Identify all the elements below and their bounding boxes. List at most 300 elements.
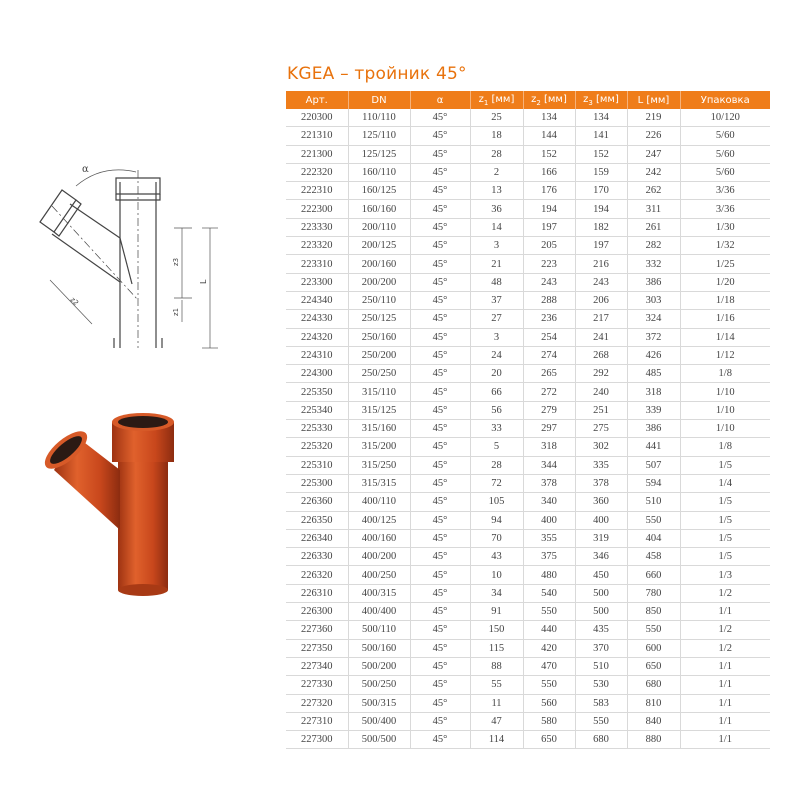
- cell-z3: 346: [575, 548, 627, 566]
- table-row: [286, 566, 770, 584]
- cell-alpha: 45°: [410, 712, 470, 730]
- cell-art: 226330: [286, 548, 348, 566]
- cell-alpha: 45°: [410, 420, 470, 438]
- cell-dn: 500/110: [348, 621, 410, 639]
- cell-l: 339: [627, 401, 680, 419]
- specification-table: [286, 91, 770, 749]
- cell-l: 810: [627, 694, 680, 712]
- table-row: [286, 163, 770, 181]
- z1-label: z1: [172, 307, 180, 316]
- cell-z2: 134: [523, 109, 575, 127]
- cell-z2: 318: [523, 438, 575, 456]
- z2-label: z2: [68, 295, 80, 308]
- cell-z3: 159: [575, 163, 627, 181]
- cell-pack: 1/5: [680, 511, 770, 529]
- cell-alpha: 45°: [410, 694, 470, 712]
- cell-z3: 378: [575, 474, 627, 492]
- cell-art: 226310: [286, 584, 348, 602]
- table-row: [286, 474, 770, 492]
- cell-alpha: 45°: [410, 145, 470, 163]
- cell-pack: 1/4: [680, 474, 770, 492]
- cell-alpha: 45°: [410, 365, 470, 383]
- cell-l: 332: [627, 255, 680, 273]
- cell-z1: 28: [470, 145, 523, 163]
- cell-pack: 1/5: [680, 548, 770, 566]
- cell-art: 225300: [286, 474, 348, 492]
- table-row: [286, 456, 770, 474]
- cell-z1: 28: [470, 456, 523, 474]
- cell-l: 372: [627, 328, 680, 346]
- cell-art: 221300: [286, 145, 348, 163]
- cell-z3: 241: [575, 328, 627, 346]
- cell-dn: 500/315: [348, 694, 410, 712]
- cell-dn: 250/160: [348, 328, 410, 346]
- cell-z1: 36: [470, 200, 523, 218]
- cell-dn: 200/125: [348, 237, 410, 255]
- cell-l: 680: [627, 676, 680, 694]
- cell-alpha: 45°: [410, 474, 470, 492]
- col-header-z1: $z_1$ [мм]: [470, 91, 523, 109]
- cell-z3: 680: [575, 731, 627, 749]
- cell-z3: 141: [575, 127, 627, 145]
- table-row: [286, 273, 770, 291]
- cell-dn: 500/400: [348, 712, 410, 730]
- cell-l: 510: [627, 493, 680, 511]
- cell-z2: 176: [523, 182, 575, 200]
- cell-z1: 114: [470, 731, 523, 749]
- cell-dn: 400/400: [348, 603, 410, 621]
- cell-pack: 1/5: [680, 493, 770, 511]
- cell-l: 261: [627, 218, 680, 236]
- cell-pack: 1/10: [680, 383, 770, 401]
- cell-z3: 370: [575, 639, 627, 657]
- table-row: [286, 639, 770, 657]
- cell-pack: 1/1: [680, 731, 770, 749]
- cell-z3: 302: [575, 438, 627, 456]
- cell-l: 650: [627, 657, 680, 675]
- cell-alpha: 45°: [410, 566, 470, 584]
- cell-dn: 250/200: [348, 346, 410, 364]
- cell-art: 223310: [286, 255, 348, 273]
- cell-z1: 88: [470, 657, 523, 675]
- cell-dn: 110/110: [348, 109, 410, 127]
- cell-alpha: 45°: [410, 603, 470, 621]
- table-row: [286, 365, 770, 383]
- l-label: L: [199, 279, 208, 284]
- cell-dn: 400/110: [348, 493, 410, 511]
- cell-z1: 150: [470, 621, 523, 639]
- cell-dn: 400/125: [348, 511, 410, 529]
- cell-l: 262: [627, 182, 680, 200]
- cell-z3: 500: [575, 603, 627, 621]
- cell-dn: 125/125: [348, 145, 410, 163]
- cell-alpha: 45°: [410, 383, 470, 401]
- cell-dn: 315/160: [348, 420, 410, 438]
- cell-z1: 37: [470, 291, 523, 309]
- cell-alpha: 45°: [410, 401, 470, 419]
- cell-z3: 530: [575, 676, 627, 694]
- cell-l: 404: [627, 529, 680, 547]
- cell-l: 426: [627, 346, 680, 364]
- col-header-dn: DN: [348, 91, 410, 109]
- cell-z2: 400: [523, 511, 575, 529]
- table-header-row: [286, 91, 770, 109]
- cell-alpha: 45°: [410, 657, 470, 675]
- cell-dn: 400/250: [348, 566, 410, 584]
- cell-l: 458: [627, 548, 680, 566]
- cell-z3: 275: [575, 420, 627, 438]
- cell-z1: 48: [470, 273, 523, 291]
- col-header-z2: $z_2$ [мм]: [523, 91, 575, 109]
- cell-dn: 200/160: [348, 255, 410, 273]
- cell-l: 386: [627, 420, 680, 438]
- cell-l: 880: [627, 731, 680, 749]
- cell-z2: 223: [523, 255, 575, 273]
- cell-dn: 125/110: [348, 127, 410, 145]
- cell-alpha: 45°: [410, 639, 470, 657]
- cell-art: 223330: [286, 218, 348, 236]
- table-row: [286, 401, 770, 419]
- cell-z2: 375: [523, 548, 575, 566]
- table-row: [286, 310, 770, 328]
- table-row: [286, 438, 770, 456]
- cell-art: 224310: [286, 346, 348, 364]
- table-row: [286, 676, 770, 694]
- col-header-z3: $z_3$ [мм]: [575, 91, 627, 109]
- cell-z3: 182: [575, 218, 627, 236]
- cell-z1: 3: [470, 328, 523, 346]
- cell-dn: 500/160: [348, 639, 410, 657]
- cell-z3: 510: [575, 657, 627, 675]
- cell-z3: 400: [575, 511, 627, 529]
- cell-z2: 344: [523, 456, 575, 474]
- cell-z2: 550: [523, 676, 575, 694]
- cell-z3: 319: [575, 529, 627, 547]
- table-row: [286, 127, 770, 145]
- cell-alpha: 45°: [410, 731, 470, 749]
- cell-pack: 3/36: [680, 200, 770, 218]
- table-row: [286, 109, 770, 127]
- cell-pack: 1/1: [680, 712, 770, 730]
- cell-l: 850: [627, 603, 680, 621]
- cell-l: 660: [627, 566, 680, 584]
- cell-z3: 335: [575, 456, 627, 474]
- table-row: [286, 584, 770, 602]
- cell-z2: 560: [523, 694, 575, 712]
- cell-l: 242: [627, 163, 680, 181]
- cell-z2: 470: [523, 657, 575, 675]
- cell-art: 226320: [286, 566, 348, 584]
- cell-z2: 297: [523, 420, 575, 438]
- cell-z2: 197: [523, 218, 575, 236]
- cell-pack: 1/8: [680, 365, 770, 383]
- cell-z2: 166: [523, 163, 575, 181]
- cell-l: 840: [627, 712, 680, 730]
- table-row: [286, 493, 770, 511]
- cell-z1: 13: [470, 182, 523, 200]
- cell-art: 224320: [286, 328, 348, 346]
- cell-pack: 1/3: [680, 566, 770, 584]
- cell-art: 226300: [286, 603, 348, 621]
- cell-z1: 14: [470, 218, 523, 236]
- cell-z1: 3: [470, 237, 523, 255]
- cell-pack: 1/5: [680, 456, 770, 474]
- tee-technical-drawing: [32, 160, 232, 350]
- cell-z2: 274: [523, 346, 575, 364]
- cell-dn: 160/125: [348, 182, 410, 200]
- cell-alpha: 45°: [410, 127, 470, 145]
- cell-pack: 1/14: [680, 328, 770, 346]
- cell-z3: 216: [575, 255, 627, 273]
- cell-l: 311: [627, 200, 680, 218]
- cell-z2: 279: [523, 401, 575, 419]
- cell-pack: 10/120: [680, 109, 770, 127]
- cell-pack: 1/16: [680, 310, 770, 328]
- cell-z2: 378: [523, 474, 575, 492]
- cell-dn: 160/110: [348, 163, 410, 181]
- table-row: [286, 383, 770, 401]
- cell-dn: 500/500: [348, 731, 410, 749]
- cell-z1: 94: [470, 511, 523, 529]
- cell-pack: 1/1: [680, 694, 770, 712]
- cell-pack: 5/60: [680, 145, 770, 163]
- cell-art: 225340: [286, 401, 348, 419]
- cell-z3: 194: [575, 200, 627, 218]
- cell-dn: 315/315: [348, 474, 410, 492]
- table-row: [286, 218, 770, 236]
- cell-z2: 480: [523, 566, 575, 584]
- cell-l: 219: [627, 109, 680, 127]
- cell-pack: 1/32: [680, 237, 770, 255]
- cell-pack: 1/10: [680, 401, 770, 419]
- cell-z3: 251: [575, 401, 627, 419]
- cell-l: 282: [627, 237, 680, 255]
- cell-z1: 47: [470, 712, 523, 730]
- table-row: [286, 420, 770, 438]
- table-row: [286, 731, 770, 749]
- cell-z1: 21: [470, 255, 523, 273]
- cell-z1: 115: [470, 639, 523, 657]
- cell-z1: 24: [470, 346, 523, 364]
- cell-z3: 170: [575, 182, 627, 200]
- cell-pack: 1/10: [680, 420, 770, 438]
- cell-z1: 56: [470, 401, 523, 419]
- table-row: [286, 145, 770, 163]
- cell-l: 226: [627, 127, 680, 145]
- cell-l: 324: [627, 310, 680, 328]
- cell-z3: 197: [575, 237, 627, 255]
- cell-z3: 243: [575, 273, 627, 291]
- cell-pack: 5/60: [680, 127, 770, 145]
- cell-dn: 400/200: [348, 548, 410, 566]
- cell-z3: 206: [575, 291, 627, 309]
- cell-art: 227330: [286, 676, 348, 694]
- page-title: KGEA – тройник 45°: [287, 64, 467, 84]
- cell-pack: 1/2: [680, 639, 770, 657]
- cell-pack: 1/1: [680, 657, 770, 675]
- cell-dn: 250/125: [348, 310, 410, 328]
- cell-alpha: 45°: [410, 328, 470, 346]
- cell-l: 780: [627, 584, 680, 602]
- cell-alpha: 45°: [410, 109, 470, 127]
- cell-pack: 3/36: [680, 182, 770, 200]
- cell-alpha: 45°: [410, 456, 470, 474]
- col-header-l: L [мм]: [627, 91, 680, 109]
- col-header-alpha: α: [410, 91, 470, 109]
- cell-alpha: 45°: [410, 346, 470, 364]
- cell-z1: 70: [470, 529, 523, 547]
- cell-art: 225330: [286, 420, 348, 438]
- cell-alpha: 45°: [410, 493, 470, 511]
- cell-art: 227340: [286, 657, 348, 675]
- cell-pack: 1/12: [680, 346, 770, 364]
- cell-alpha: 45°: [410, 548, 470, 566]
- cell-art: 220300: [286, 109, 348, 127]
- table-row: [286, 328, 770, 346]
- cell-z3: 450: [575, 566, 627, 584]
- cell-z3: 360: [575, 493, 627, 511]
- cell-dn: 250/250: [348, 365, 410, 383]
- cell-art: 224300: [286, 365, 348, 383]
- table-row: [286, 657, 770, 675]
- cell-z3: 152: [575, 145, 627, 163]
- cell-z3: 240: [575, 383, 627, 401]
- cell-z2: 340: [523, 493, 575, 511]
- cell-art: 226350: [286, 511, 348, 529]
- cell-art: 222310: [286, 182, 348, 200]
- cell-z2: 650: [523, 731, 575, 749]
- cell-alpha: 45°: [410, 182, 470, 200]
- cell-dn: 500/200: [348, 657, 410, 675]
- cell-z3: 217: [575, 310, 627, 328]
- cell-z2: 550: [523, 603, 575, 621]
- cell-z2: 420: [523, 639, 575, 657]
- table-row: [286, 291, 770, 309]
- cell-art: 221310: [286, 127, 348, 145]
- table-row: [286, 529, 770, 547]
- cell-alpha: 45°: [410, 163, 470, 181]
- cell-z3: 583: [575, 694, 627, 712]
- cell-art: 224340: [286, 291, 348, 309]
- cell-art: 222300: [286, 200, 348, 218]
- col-header-pack: Упаковка: [680, 91, 770, 109]
- cell-art: 225320: [286, 438, 348, 456]
- cell-z2: 152: [523, 145, 575, 163]
- cell-z1: 11: [470, 694, 523, 712]
- cell-alpha: 45°: [410, 273, 470, 291]
- cell-dn: 315/110: [348, 383, 410, 401]
- cell-art: 222320: [286, 163, 348, 181]
- cell-z1: 20: [470, 365, 523, 383]
- cell-z2: 355: [523, 529, 575, 547]
- cell-l: 550: [627, 621, 680, 639]
- cell-alpha: 45°: [410, 621, 470, 639]
- cell-l: 594: [627, 474, 680, 492]
- cell-z3: 500: [575, 584, 627, 602]
- cell-z3: 292: [575, 365, 627, 383]
- cell-z2: 194: [523, 200, 575, 218]
- cell-art: 227300: [286, 731, 348, 749]
- cell-alpha: 45°: [410, 218, 470, 236]
- cell-z1: 91: [470, 603, 523, 621]
- cell-l: 600: [627, 639, 680, 657]
- cell-dn: 400/315: [348, 584, 410, 602]
- cell-pack: 1/18: [680, 291, 770, 309]
- table-row: [286, 346, 770, 364]
- cell-pack: 1/2: [680, 584, 770, 602]
- cell-z2: 254: [523, 328, 575, 346]
- cell-z2: 440: [523, 621, 575, 639]
- table-row: [286, 712, 770, 730]
- cell-dn: 315/250: [348, 456, 410, 474]
- cell-z2: 580: [523, 712, 575, 730]
- cell-art: 223300: [286, 273, 348, 291]
- cell-z1: 55: [470, 676, 523, 694]
- cell-z2: 144: [523, 127, 575, 145]
- cell-z2: 265: [523, 365, 575, 383]
- cell-pack: 1/5: [680, 529, 770, 547]
- cell-alpha: 45°: [410, 200, 470, 218]
- alpha-label: α: [82, 164, 89, 175]
- cell-art: 223320: [286, 237, 348, 255]
- cell-alpha: 45°: [410, 255, 470, 273]
- cell-pack: 1/1: [680, 603, 770, 621]
- cell-z2: 205: [523, 237, 575, 255]
- cell-z2: 540: [523, 584, 575, 602]
- cell-dn: 200/110: [348, 218, 410, 236]
- table-row: [286, 511, 770, 529]
- cell-z1: 10: [470, 566, 523, 584]
- cell-art: 224330: [286, 310, 348, 328]
- cell-art: 226340: [286, 529, 348, 547]
- cell-art: 227320: [286, 694, 348, 712]
- cell-art: 227350: [286, 639, 348, 657]
- cell-z2: 236: [523, 310, 575, 328]
- cell-dn: 315/200: [348, 438, 410, 456]
- cell-z2: 243: [523, 273, 575, 291]
- table-row: [286, 237, 770, 255]
- cell-l: 485: [627, 365, 680, 383]
- cell-l: 303: [627, 291, 680, 309]
- cell-l: 550: [627, 511, 680, 529]
- table-row: [286, 255, 770, 273]
- cell-alpha: 45°: [410, 529, 470, 547]
- cell-z3: 550: [575, 712, 627, 730]
- cell-art: 227360: [286, 621, 348, 639]
- tee-product-image: [40, 400, 190, 600]
- table-row: [286, 603, 770, 621]
- cell-l: 247: [627, 145, 680, 163]
- table-row: [286, 200, 770, 218]
- cell-z1: 5: [470, 438, 523, 456]
- cell-art: 225350: [286, 383, 348, 401]
- cell-pack: 5/60: [680, 163, 770, 181]
- table-row: [286, 548, 770, 566]
- cell-dn: 200/200: [348, 273, 410, 291]
- cell-z1: 34: [470, 584, 523, 602]
- cell-dn: 160/160: [348, 200, 410, 218]
- cell-dn: 500/250: [348, 676, 410, 694]
- cell-alpha: 45°: [410, 676, 470, 694]
- cell-alpha: 45°: [410, 237, 470, 255]
- cell-z1: 43: [470, 548, 523, 566]
- cell-z1: 66: [470, 383, 523, 401]
- cell-z3: 435: [575, 621, 627, 639]
- cell-z1: 72: [470, 474, 523, 492]
- cell-z1: 2: [470, 163, 523, 181]
- cell-alpha: 45°: [410, 584, 470, 602]
- cell-art: 227310: [286, 712, 348, 730]
